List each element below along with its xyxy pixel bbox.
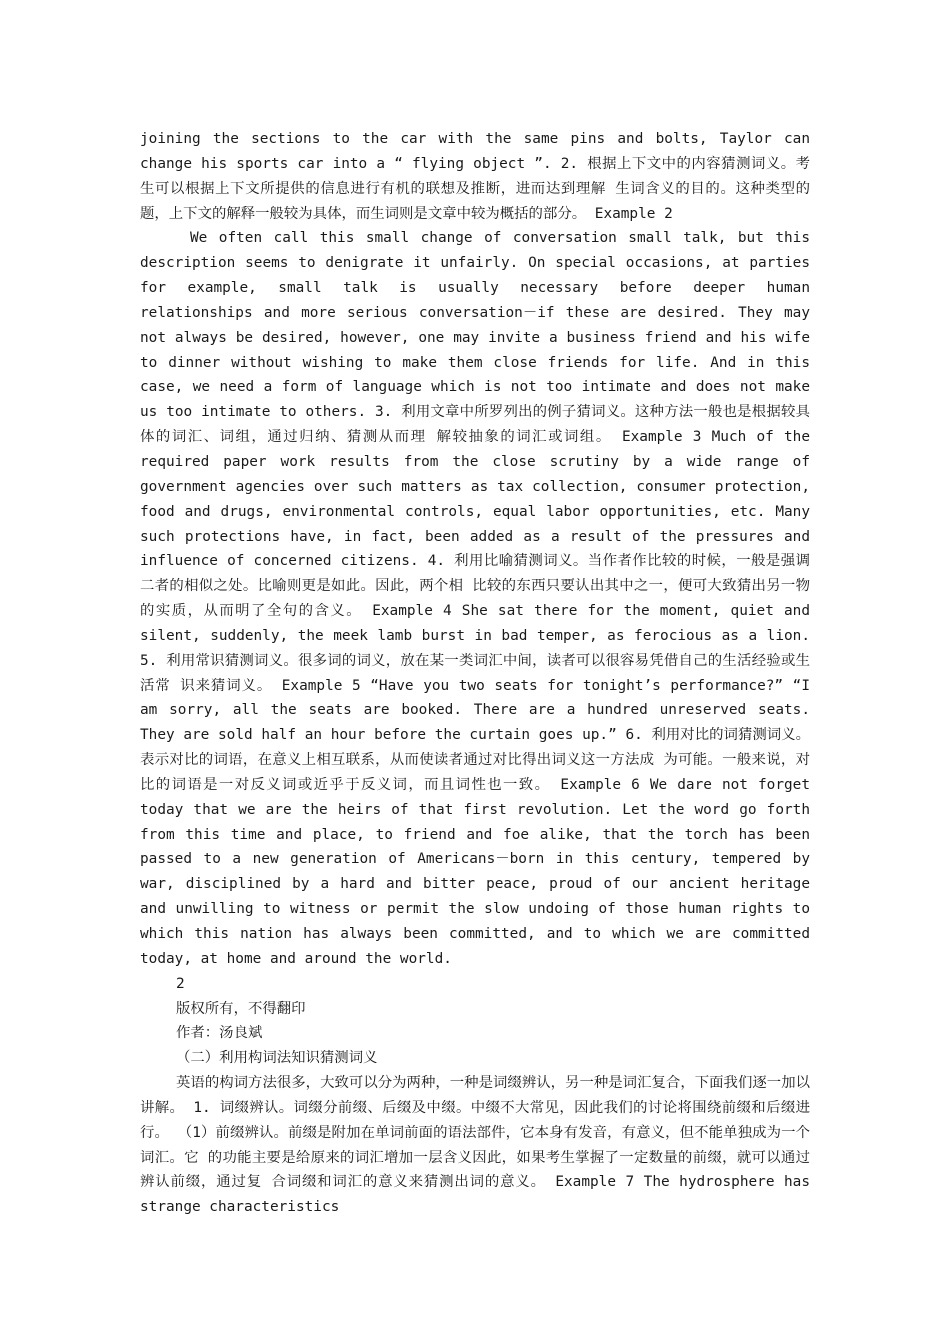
document-page xyxy=(140,127,810,1220)
page-number: 2 xyxy=(176,975,185,992)
paragraph-examples-2-to-6: We often call this small change of conversation small talk, but this description seems to denigrate it unfairly. On special occasions, at parties for example, small talk is usually necessary before deeper human relationships and more serious conversation－if these are desired. They may not always be desired, however, one may invite a business friend and his wife to dinner without wishing to make them close friends for life. And in this case, we need a form of language which is not too intimate and does not make us too intimate to others. 3. 利用文章中所罗列出的例子猜词义。这种方法一般也是根据较具体的词汇、词组，通过归纳、猜测从而理 解较抽象的词汇或词组。 Example 3 Much of the required paper work results from the close scrutiny by a wide range of government agencies over such matters as tax collection, consumer protection, food and drugs, environmental controls, equal labor opportunities, etc. Many such protections have, in fact, been added as a result of the pressures and influence of concerned citizens. 4. 利用比喻猜测词义。当作者作比较的时候，一般是强调二者的相似之处。比喻则更是如此。因此，两个相 比较的东西只要认出其中之一，便可大致猜出另一物的实质，从而明了全句的含义。 Example 4 She sat there for the moment, quiet and silent, suddenly, the meek lamb burst in bad temper, as ferocious as a lion. 5. 利用常识猜测词义。很多词的词义，放在某一类词汇中间，读者可以很容易凭借自己的生活经验或生活常 识来猜词义。 Example 5 “Have you two seats for tonight’s performance?” “I am sorry, all the seats are booked. There are a hundred unreserved seats. They are sold half an hour before the curtain goes up.” 6. 利用对比的词猜测词义。表示对比的词语，在意义上相互联系，从而使读者通过对比得出词义这一方法成 为可能。一般来说，对比的词语是一对反义词或近乎于反义词，而且词性也一致。 Example 6 We dare not forget today that we are the heirs of that first revolution. Let the word go forth from this time and place, to friend and foe alike, that the torch has been passed to a new generation of Americans－born in this century, tempered by war, disciplined by a hard and bitter peace, proud of our ancient heritage and unwilling to witness or permit the slow undoing of those human rights to which this nation has always been committed, and to which we are committed today, at home and around the world. xyxy=(140,230,810,967)
copyright-notice: 版权所有，不得翻印 xyxy=(176,1000,306,1017)
section-heading: （二）利用构词法知识猜测词义 xyxy=(176,1050,378,1067)
author-line: 作者：汤良斌 xyxy=(176,1025,263,1042)
paragraph-context-guessing: joining the sections to the car with the same pins and bolts, Taylor can change his sports car into a “ flying object ”. 2. 根据上下文中的内容猜测词义。考生可以根据上下文所提供的信息进行有机的联想及推断，进而达到理解 生词含义的目的。这种类型的题，上下文的解释一般较为具体，而生词则是文章中较为概括的部分。 Example 2 xyxy=(140,131,810,222)
paragraph-word-formation: 英语的构词方法很多，大致可以分为两种，一种是词缀辨认，另一种是词汇复合，下面我们逐一加以讲解。 1. 词缀辨认。词缀分前缀、后缀及中缀。中缀不大常见，因此我们的讨论将围绕前缀和后缀进行。 （1）前缀辨认。前缀是附加在单词前面的语法部件，它本身有发音，有意义，但不能单独成为一个词汇。它 的功能主要是给原来的词汇增加一层含义因此，如果考生掌握了一定数量的前缀，就可以通过辨认前缀，通过复 合词缀和词汇的意义来猜测出词的意义。 Example 7 The hydrosphere has strange characteristics xyxy=(140,1075,810,1216)
